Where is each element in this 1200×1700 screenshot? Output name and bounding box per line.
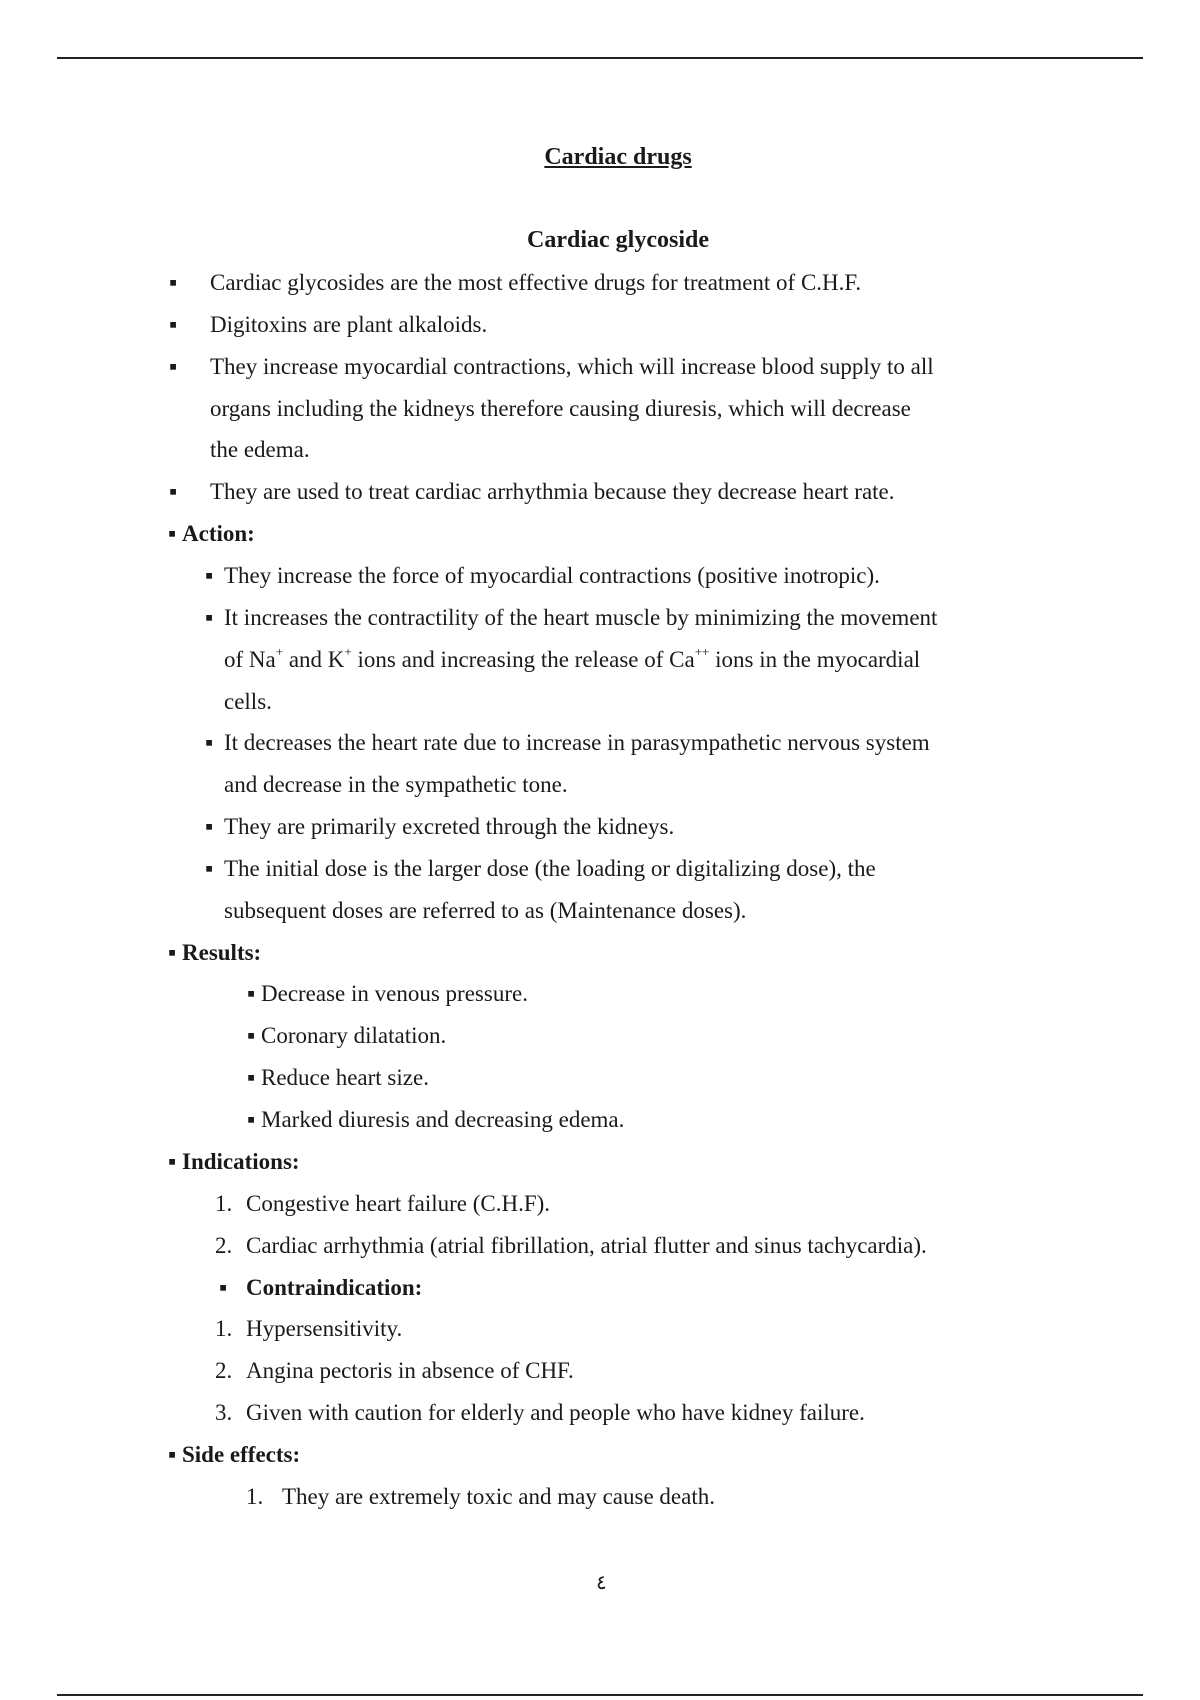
indications-heading: Indications: (182, 1149, 300, 1174)
results-item: Reduce heart size. (261, 1065, 429, 1090)
bullet-icon: ▪ (169, 312, 178, 337)
results-item: Decrease in venous pressure. (261, 981, 528, 1006)
contraindication-heading: Contraindication: (246, 1275, 423, 1300)
bullet-icon: ▪ (168, 521, 177, 546)
bullet-icon: ▪ (247, 1107, 256, 1132)
contraindication-item: Given with caution for elderly and people who have kidney failure. (246, 1400, 865, 1425)
action-line: It increases the contractility of the heart muscle by minimizing the movement (224, 605, 938, 630)
list-number: 2. (215, 1233, 233, 1258)
contraindication-item: Angina pectoris in absence of CHF. (246, 1358, 574, 1383)
action-line: They are primarily excreted through the kidneys. (224, 814, 675, 839)
intro-line: organs including the kidneys therefore causing diuresis, which will decrease (210, 396, 911, 421)
top-rule (57, 57, 1143, 59)
bullet-icon: ▪ (219, 1275, 228, 1300)
intro-line: They increase myocardial contractions, which will increase blood supply to all (210, 354, 934, 379)
bullet-icon: ▪ (169, 354, 178, 379)
action-heading: Action: (182, 521, 255, 546)
bullet-icon: ▪ (247, 1023, 256, 1048)
indications-item: Cardiac arrhythmia (atrial fibrillation, atrial flutter and sinus tachycardia). (246, 1233, 927, 1258)
list-number: 3. (215, 1400, 233, 1425)
bullet-icon: ▪ (205, 856, 214, 881)
list-number: 1. (246, 1484, 264, 1509)
action-line: They increase the force of myocardial contractions (positive inotropic). (224, 563, 880, 588)
contraindication-item: Hypersensitivity. (246, 1316, 403, 1341)
action-line: The initial dose is the larger dose (the loading or digitalizing dose), the (224, 856, 876, 881)
bullet-icon: ▪ (168, 1149, 177, 1174)
bullet-icon: ▪ (169, 479, 178, 504)
section-title: Cardiac glycoside (527, 227, 709, 253)
action-line: cells. (224, 689, 272, 714)
bullet-icon: ▪ (205, 730, 214, 755)
bullet-icon: ▪ (205, 605, 214, 630)
bullet-icon: ▪ (168, 1442, 177, 1467)
indications-item: Congestive heart failure (C.H.F). (246, 1191, 551, 1216)
bullet-icon: ▪ (168, 940, 177, 965)
bullet-icon: ▪ (205, 814, 214, 839)
list-number: 1. (215, 1316, 233, 1341)
bullet-icon: ▪ (169, 270, 178, 295)
bullet-icon: ▪ (247, 981, 256, 1006)
side-effects-heading: Side effects: (182, 1442, 301, 1467)
action-line: and decrease in the sympathetic tone. (224, 772, 568, 797)
list-number: 2. (215, 1358, 233, 1383)
bullet-icon: ▪ (205, 563, 214, 588)
side-effects-item: They are extremely toxic and may cause death. (282, 1484, 715, 1509)
results-item: Coronary dilatation. (261, 1023, 447, 1048)
intro-line: They are used to treat cardiac arrhythmia because they decrease heart rate. (210, 479, 895, 504)
intro-line: Digitoxins are plant alkaloids. (210, 312, 488, 337)
page-number: ٤ (596, 1572, 607, 1594)
intro-line: the edema. (210, 437, 310, 462)
bottom-rule (57, 1694, 1143, 1696)
results-heading: Results: (182, 940, 262, 965)
list-number: 1. (215, 1191, 233, 1216)
action-ions-line: of Na+ and K+ ions and increasing the release of Ca++ ions in the myocardial (224, 644, 921, 672)
action-line: It decreases the heart rate due to increase in parasympathetic nervous system (224, 730, 930, 755)
intro-line: Cardiac glycosides are the most effective drugs for treatment of C.H.F. (210, 270, 862, 295)
bullet-icon: ▪ (247, 1065, 256, 1090)
page-title: Cardiac drugs (544, 144, 692, 170)
results-item: Marked diuresis and decreasing edema. (261, 1107, 625, 1132)
action-line: subsequent doses are referred to as (Maintenance doses). (224, 898, 747, 923)
